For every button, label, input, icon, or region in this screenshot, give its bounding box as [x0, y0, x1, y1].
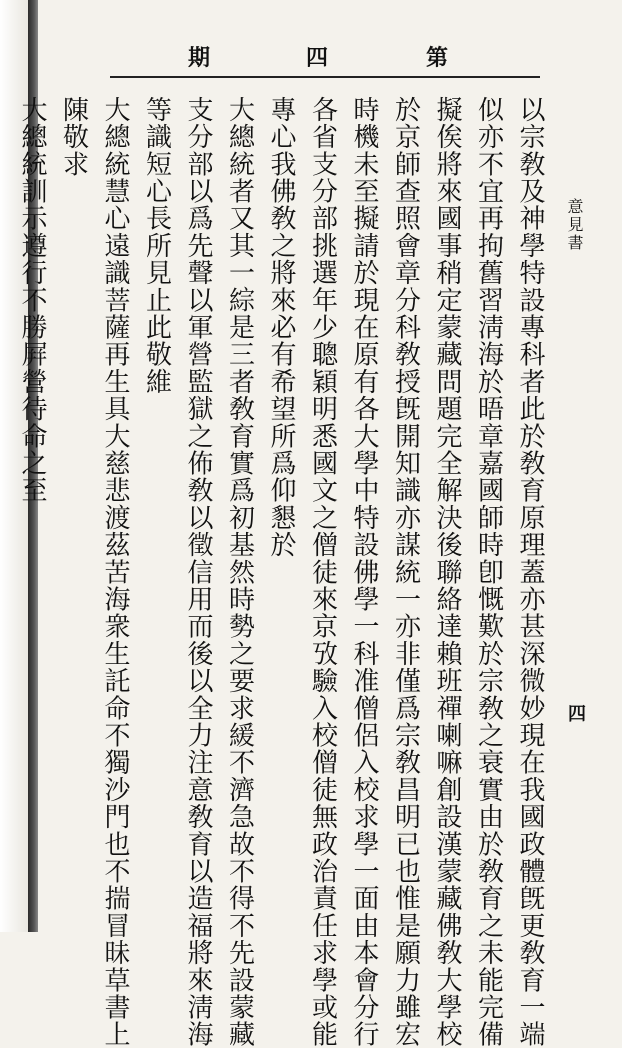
text-column: 專心我佛敎之將來必有希望所爲仰懇於 [266, 96, 296, 559]
document-body [17, 96, 550, 1048]
header-char: 期 [188, 45, 211, 71]
text-column: 擬俟將來國事稍定蒙藏問題完全解決後聯絡達賴班禪喇嘛創設漢蒙藏佛敎大學校 [432, 96, 462, 1048]
text-column: 似亦不宜再拘舊習淸海於晤章嘉國師時卽慨歎於宗敎之衰實由於敎育之未能完備 [473, 96, 504, 1048]
header-char: 第 [426, 45, 449, 71]
text-column: 大總統慧心遠識菩薩再生具大慈悲渡茲苦海衆生託命不獨沙門也不揣冒昧草書上 [100, 96, 130, 1048]
page-header [110, 44, 530, 74]
text-column: 各省支分部挑選年少聰穎明悉國文之僧徒來京攷驗入校僧徒無政治責任求學或能 [307, 96, 338, 1048]
text-column: 等識短心長所見止此敬維 [141, 96, 172, 396]
header-rule [110, 76, 540, 78]
text-column: 於京師查照會章分科敎授旣開知識亦謀統一亦非僅爲宗敎昌明已也惟是願力雖宏 [390, 96, 421, 1048]
text-column: 大總統者又其一綜是三者敎育實爲初基然時勢之要求緩不濟急故不得不先設蒙藏 [224, 96, 255, 1048]
text-column: 支分部以爲先聲以軍營監獄之佈敎以徵信用而後以全力注意敎育以造福將來淸海 [183, 96, 213, 1048]
text-column: 大總統訓示遵行不勝屛營待命之至 [17, 96, 47, 504]
header-char: 四 [306, 45, 329, 71]
page-number: 四 [565, 704, 586, 722]
text-column: 陳敬求 [58, 96, 89, 178]
text-column: 時機未至擬請於現在原有各大學中特設佛學一科准僧侶入校求學一面由本會分行 [349, 96, 379, 1048]
section-label: 意見書 [565, 198, 584, 252]
text-column: 以宗敎及神學特設專科者此於敎育原理蓋亦甚深微妙現在我國政體旣更敎育一端 [515, 96, 545, 1048]
